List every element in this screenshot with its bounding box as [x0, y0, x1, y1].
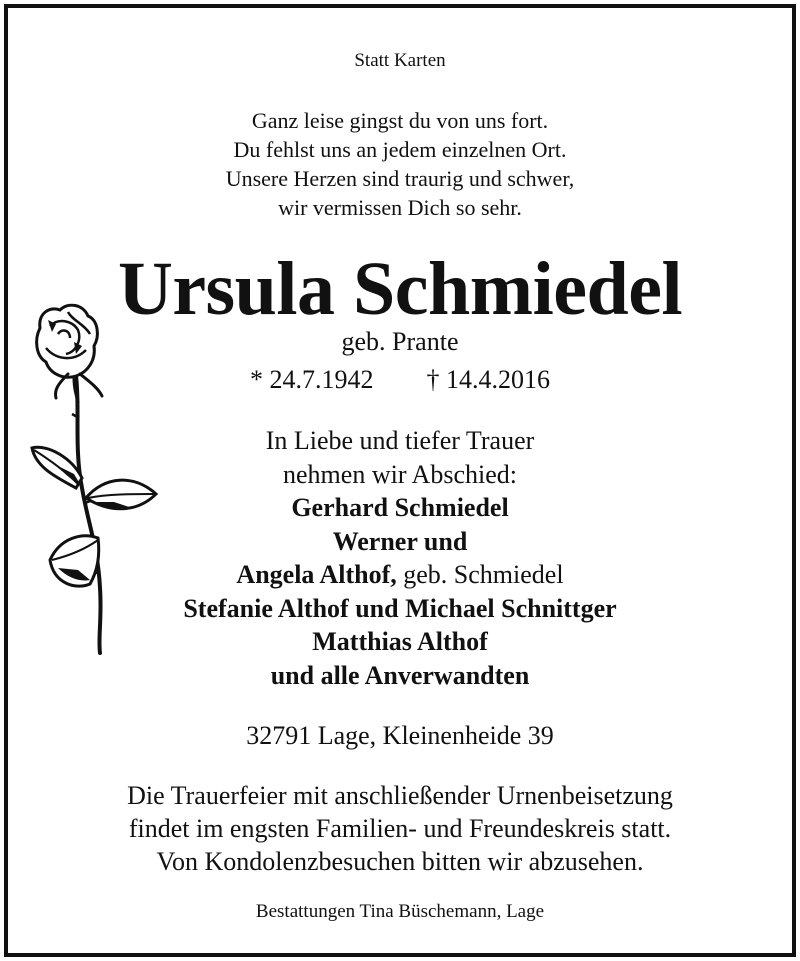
mourner-angela-name: Angela Althof, [236, 560, 397, 589]
mourner-relatives: und alle Anverwandten [270, 661, 530, 690]
farewell-line-1: In Liebe und tiefer Trauer [265, 426, 535, 455]
undertaker: Bestattungen Tina Büschemann, Lage [255, 901, 545, 922]
mourner-gerhard: Gerhard Schmiedel [291, 493, 509, 522]
notice-line-1: Die Trauerfeier mit anschließender Urnenbeisetzung [127, 781, 673, 810]
mourner-werner: Werner und [332, 527, 468, 556]
notice-line-2: findet im engsten Familien- und Freundeskreis statt. [128, 814, 672, 843]
address: 32791 Lage, Kleinenheide 39 [246, 721, 554, 750]
header-statt-karten: Statt Karten [354, 50, 446, 71]
mourner-stefanie-michael: Stefanie Althof und Michael Schnittger [183, 594, 617, 623]
maiden-name: geb. Prante [341, 327, 459, 356]
mourner-angela-maiden: geb. Schmiedel [396, 560, 564, 589]
mourner-matthias: Matthias Althof [312, 627, 488, 656]
verse-line-3: Unsere Herzen sind traurig und schwer, [225, 166, 575, 191]
birth-date: * 24.7.1942 [250, 365, 374, 394]
verse-line-1: Ganz leise gingst du von uns fort. [251, 108, 549, 133]
verse-line-2: Du fehlst uns an jedem einzelnen Ort. [233, 137, 567, 162]
death-date: † 14.4.2016 [426, 365, 550, 394]
verse-line-4: wir vermissen Dich so sehr. [278, 195, 522, 220]
deceased-name: Ursula Schmiedel [117, 247, 683, 331]
notice-line-3: Von Kondolenzbesuchen bitten wir abzusehen. [156, 847, 644, 876]
farewell-line-2: nehmen wir Abschied: [283, 460, 517, 489]
rose-icon [28, 298, 168, 658]
